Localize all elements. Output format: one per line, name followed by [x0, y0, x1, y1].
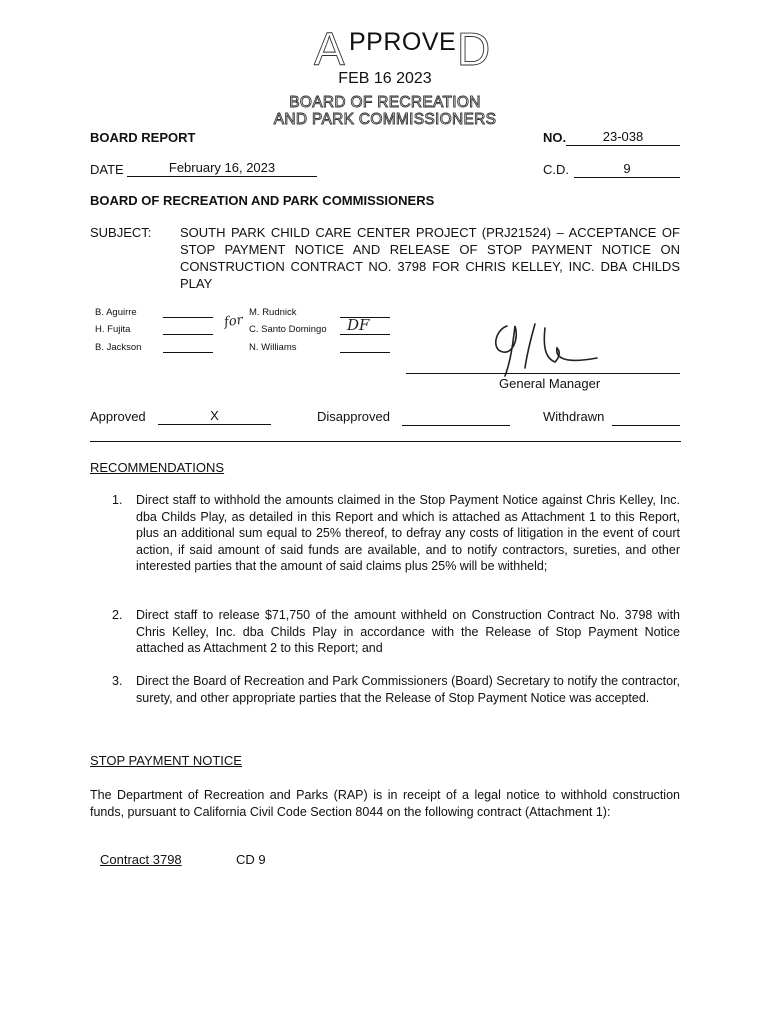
handwritten-initials: DF: [347, 316, 370, 334]
report-no-value: 23-038: [566, 129, 680, 146]
stop-payment-heading: STOP PAYMENT NOTICE: [90, 753, 242, 768]
recommendation-3-number: 3.: [112, 674, 123, 688]
approved-mark: X: [158, 408, 271, 425]
recommendation-1-number: 1.: [112, 493, 123, 507]
withdrawn-line: [612, 425, 680, 426]
date-value: February 16, 2023: [127, 160, 317, 177]
recommendation-3-text: Direct the Board of Recreation and Park Commissioners (Board) Secretary to notify the contractor, surety, and other appropriate parties that the Release of Stop Payment Notice was accepted.: [136, 674, 680, 705]
commissioner-aguirre: B. Aguirre: [95, 307, 137, 318]
stamp-letter-a: A: [314, 23, 345, 75]
fujita-initial-line: [163, 334, 213, 335]
stamp-board-line1: BOARD OF RECREATION: [289, 94, 481, 111]
recommendation-2-text: Direct staff to release $71,750 of the amount withheld on Construction Contract No. 3798 with Chris Kelley, Inc. dba Childs Play in accordance with the Release of Stop Payment Notice attached as Attachment 2 to this Report; and: [136, 608, 680, 655]
report-no-label: NO.: [543, 130, 567, 145]
commissioner-williams: N. Williams: [249, 342, 297, 353]
commissioner-fujita: H. Fujita: [95, 324, 131, 335]
general-manager-signature: [485, 318, 610, 380]
signature-line: [406, 373, 680, 374]
board-title: BOARD OF RECREATION AND PARK COMMISSIONERS: [90, 193, 435, 208]
date-label: DATE: [90, 162, 124, 177]
section-divider: [90, 441, 681, 442]
stamp-board-line2: AND PARK COMMISSIONERS: [273, 111, 497, 128]
aguirre-initial-line: [163, 317, 213, 318]
recommendations-heading: RECOMMENDATIONS: [90, 460, 225, 475]
approved-label: Approved: [90, 409, 146, 424]
commissioner-santo-domingo: C. Santo Domingo: [249, 324, 327, 335]
stamp-letter-d: D: [457, 23, 491, 75]
recommendation-2-number: 2.: [112, 608, 123, 622]
cd-label: C.D.: [543, 162, 569, 177]
board-report-label: BOARD REPORT: [90, 130, 196, 145]
commissioner-jackson: B. Jackson: [95, 342, 142, 353]
santo-domingo-initial-line: [340, 334, 390, 335]
recommendation-1-text: Direct staff to withhold the amounts claimed in the Stop Payment Notice against Chris Kelley, Inc. dba Childs Play, as detailed in this Report and which is attached as Attachment 1 to this Report, plus an additional sum equal to 25% thereof, to defray any costs of litigation in the event of court action, if said amount of said funds are available, and to notify contractors, sureties, and other interested parties that the amount of said claims plus 25% will be withheld;: [136, 493, 680, 573]
williams-initial-line: [340, 352, 390, 353]
general-manager-label: General Manager: [499, 376, 601, 391]
disapproved-line: [402, 425, 510, 426]
disapproved-label: Disapproved: [317, 409, 390, 424]
cd-value: 9: [574, 161, 680, 178]
withdrawn-label: Withdrawn: [543, 409, 605, 424]
jackson-initial-line: [163, 352, 213, 353]
stamp-date: FEB 16 2023: [338, 70, 432, 87]
contract-cd: CD 9: [236, 852, 266, 867]
commissioner-rudnick: M. Rudnick: [249, 307, 297, 318]
contract-label: Contract 3798: [100, 852, 182, 867]
stop-payment-text: The Department of Recreation and Parks (RAP) is in receipt of a legal notice to withhold construction funds, pursuant to California Civil Code Section 8044 on the following contract (Attachment 1):: [90, 788, 680, 819]
subject-label: SUBJECT:: [90, 225, 152, 240]
stamp-board: [0, 94, 770, 128]
handwritten-for: for: [223, 312, 244, 331]
stamp-word-mid: PPROVE: [349, 28, 457, 56]
subject-text: SOUTH PARK CHILD CARE CENTER PROJECT (PRJ21524) – ACCEPTANCE OF STOP PAYMENT NOTICE AND RELEASE OF STOP PAYMENT NOTICE ON CONSTRUCTION CONTRACT NO. 3798 FOR CHRIS KELLEY, INC. DBA CHILDS PLAY: [180, 225, 680, 291]
